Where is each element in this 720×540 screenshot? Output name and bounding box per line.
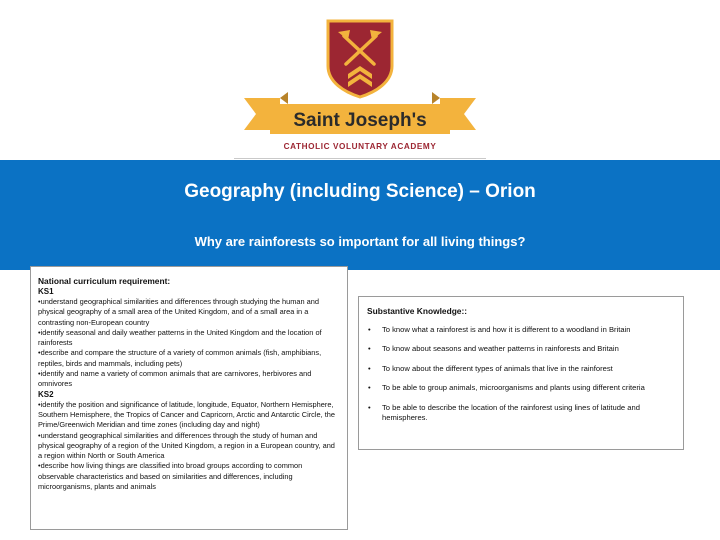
ks1-item: •identify and name a variety of common animals that are carnivores, herbivores and omnivores: [38, 369, 312, 389]
list-item: • To be able to group animals, microorganisms and plants using different criteria: [368, 383, 645, 393]
knowledge-panel: [358, 296, 684, 450]
logo-divider: [234, 158, 486, 159]
shield-icon: [328, 21, 392, 97]
list-item: • To know about the different types of animals that live in the rainforest: [368, 363, 613, 373]
list-item: • To be able to describe the location of the rainforest using lines of latitude and hemispheres.: [368, 402, 640, 423]
curriculum-heading: National curriculum requirement:: [38, 276, 171, 286]
page-title: Geography (including Science) – Orion: [184, 181, 536, 202]
bullet-icon: •: [368, 363, 371, 373]
knowledge-list: [367, 325, 675, 423]
bullet-icon: •: [368, 402, 371, 412]
ks2-item: •understand geographical similarities and differences through the study of human and physical geography of a region of the United Kingdom, a region in a European country, and a region within North or South America: [38, 430, 335, 461]
ks1-item: •understand geographical similarities and differences through studying the human and physical geography of a small area of the United Kingdom, and of a small area in a contrasting non-European country: [38, 297, 320, 327]
knowledge-heading: Substantive Knowledge::: [367, 306, 468, 316]
ks2-item: •identify the position and significance of latitude, longitude, Equator, Northern Hemisphere, Southern Hemisphere, the Tropics of Cancer and Capricorn, Arctic and Antarctic Circle, the Prime/Greenwich Meridian and time zones (including day and night): [38, 399, 335, 430]
school-logo: [244, 18, 476, 156]
bullet-icon: •: [368, 325, 371, 334]
page-subtitle: Why are rainforests so important for all living things?: [194, 234, 526, 249]
list-item: • To know what a rainforest is and how it is different to a woodland in Britain: [368, 325, 631, 334]
curriculum-panel: [30, 266, 348, 530]
school-tagline: CATHOLIC VOLUNTARY ACADEMY: [283, 142, 437, 151]
bullet-icon: •: [368, 344, 371, 354]
school-name: Saint Joseph's: [293, 110, 427, 131]
ks1-item: •identify seasonal and daily weather patterns in the United Kingdom and the location of rainforests: [38, 327, 322, 348]
list-item: • To know about seasons and weather patterns in rainforests and Britain: [368, 344, 619, 354]
ks1-item: •describe and compare the structure of a variety of common animals (fish, amphibians, reptiles, birds and mammals, including pets): [38, 348, 322, 368]
ks2-item: •describe how living things are classified into broad groups according to common observable characteristics and based on similarities and differences, including microorganisms, plants and animals: [38, 461, 303, 492]
bullet-icon: •: [368, 383, 371, 393]
ks2-label: KS2: [38, 389, 54, 399]
ks1-label: KS1: [38, 287, 54, 296]
title-banner: [0, 160, 720, 270]
